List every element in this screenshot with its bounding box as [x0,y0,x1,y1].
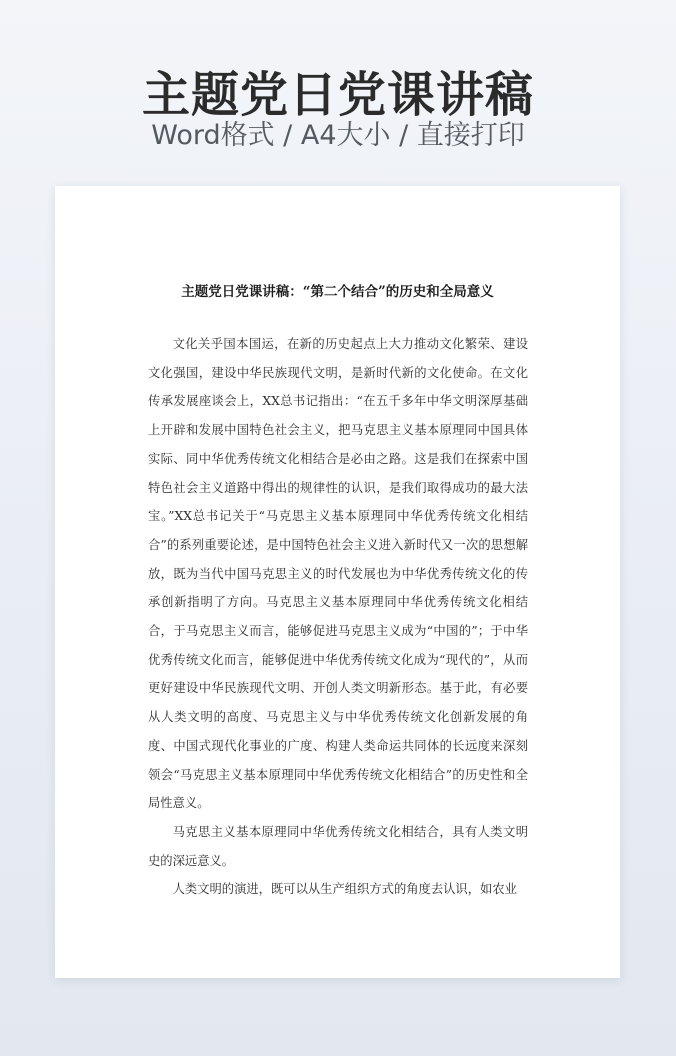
document-title: 主题党日党课讲稿：“第二个结合”的历史和全局意义 [181,284,494,300]
document-paragraph-2: 马克思主义基本原理同中华优秀传统文化相结合，具有人类文明史的深远意义。 [148,824,528,868]
page-title: 主题党日党课讲稿 [141,67,534,123]
document-paragraph-3: 人类文明的演进，既可以从生产组织方式的角度去认识，如农业 [172,882,517,897]
document-body [148,330,528,904]
document-paragraph-1: 文化关乎国本国运，在新的历史起点上大力推动文化繁荣、建设文化强国，建设中华民族现代文明，是新时代新的文化使命。在文化传承发展座谈会上，XX总书记指出：“在五千多年中华文明深厚基础上开辟和发展中国特色社会主义，把马克思主义基本原理同中国具体实际、同中华优秀传统文化相结合是必由之路。这是我们在探索中国特色社会主义道路中得出的规律性的认识，是我们取得成功的最大法宝。”XX总书记关于“马克思主义基本原理同中华优秀传统文化相结合”的系列重要论述，是中国特色社会主义进入新时代又一次的思想解放，既为当代中国马克思主义的时代发展也为中华优秀传统文化的传承创新指明了方向。马克思主义基本原理同中华优秀传统文化相结合，于马克思主义而言，能够促进马克思主义成为“中国的”；于中华优秀传统文化而言，能够促进中华优秀传统文化成为“现代的”，从而更好建设中华民族现代文明、开创人类文明新形态。基于此，有必要从人类文明的高度、马克思主义与中华优秀传统文化创新发展的角度、中国式现代化事业的广度、构建人类命运共同体的长远度来深刻领会“马克思主义基本原理同中华优秀传统文化相结合”的历史性和全局性意义。 [148,337,528,811]
document-preview-page [55,186,620,978]
page-subtitle: Word格式 / A4大小 / 直接打印 [151,120,525,151]
